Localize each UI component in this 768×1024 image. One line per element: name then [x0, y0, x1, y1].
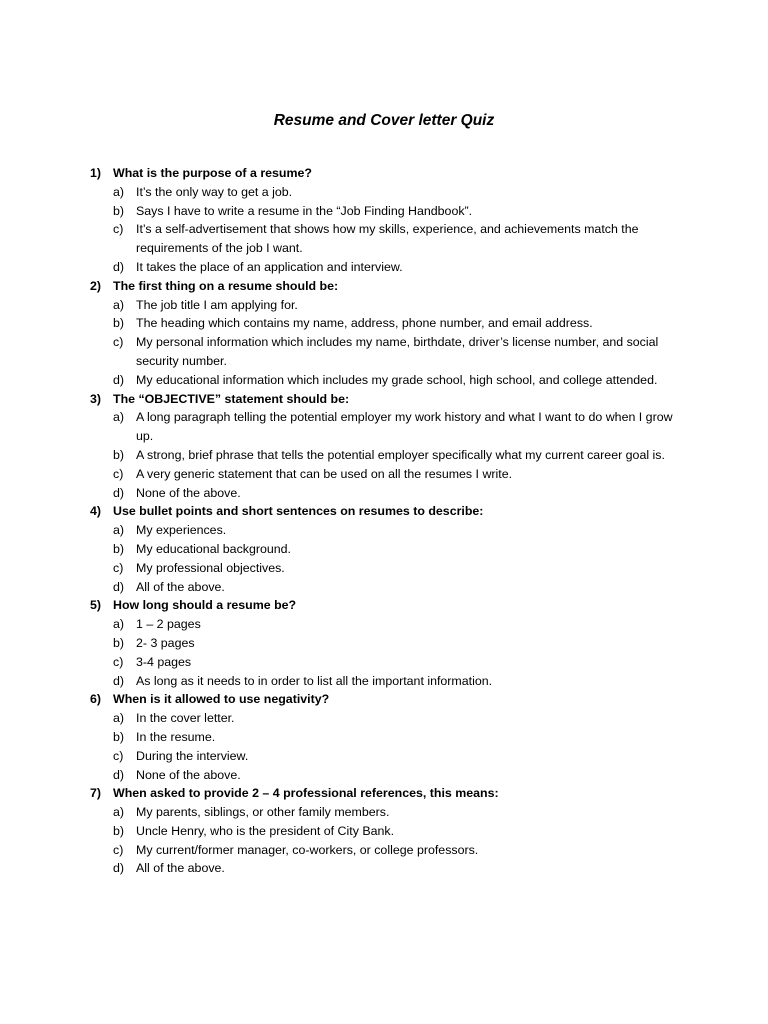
answer-list [0, 803, 768, 878]
answer-option [0, 672, 768, 691]
answer-text: All of the above. [136, 861, 225, 876]
answer-option [0, 183, 768, 202]
answer-letter: b) [113, 316, 125, 331]
answer-letter: b) [113, 447, 125, 462]
answer-letter: c) [113, 466, 124, 481]
question-number: 1) [90, 166, 102, 180]
question-text: When asked to provide 2 – 4 professional references, this means: [113, 786, 499, 801]
question-4 [0, 502, 768, 596]
answer-text: As long as it needs to in order to list all the important information. [136, 673, 493, 688]
answer-list [0, 615, 768, 690]
question-5 [0, 596, 768, 690]
answer-option [0, 803, 768, 822]
answer-text: It’s the only way to get a job. [136, 184, 293, 199]
answer-option [0, 258, 768, 277]
answer-text: During the interview. [136, 748, 249, 763]
answer-letter: b) [113, 635, 125, 650]
question-text: How long should a resume be? [113, 598, 297, 613]
answer-text: None of the above. [136, 485, 241, 500]
question-list [0, 164, 768, 878]
question-row [0, 164, 768, 183]
answer-letter: c) [113, 335, 124, 350]
answer-text: Says I have to write a resume in the “Job Finding Handbook”. [136, 203, 473, 218]
answer-letter: a) [113, 617, 125, 632]
question-number: 3) [90, 391, 102, 406]
answer-text: 2- 3 pages [136, 635, 195, 650]
answer-option [0, 859, 768, 878]
answer-option [0, 220, 768, 258]
answer-option [0, 709, 768, 728]
answer-option [0, 634, 768, 653]
answer-letter: c) [113, 748, 124, 763]
answer-text: My parents, siblings, or other family members. [136, 805, 390, 820]
answer-letter: c) [113, 842, 124, 857]
answer-list [0, 296, 768, 390]
question-text: The “OBJECTIVE” statement should be: [113, 391, 350, 406]
answer-letter: a) [113, 805, 125, 820]
answer-text: A very generic statement that can be used on all the resumes I write. [136, 466, 513, 481]
answer-option [0, 202, 768, 221]
question-2 [0, 277, 768, 390]
answer-letter: c) [113, 222, 124, 237]
answer-letter: a) [113, 523, 125, 538]
answer-option [0, 540, 768, 559]
answer-option [0, 766, 768, 785]
question-text: When is it allowed to use negativity? [113, 692, 330, 707]
answer-option [0, 521, 768, 540]
answer-text: My current/former manager, co-workers, or college professors. [136, 842, 479, 857]
answer-text: In the resume. [136, 729, 216, 744]
answer-letter: d) [113, 673, 125, 688]
answer-option [0, 841, 768, 860]
answer-list [0, 709, 768, 784]
answer-letter: a) [113, 711, 125, 726]
question-text: The first thing on a resume should be: [113, 278, 339, 293]
answer-option [0, 747, 768, 766]
answer-text: It takes the place of an application and interview. [136, 259, 403, 274]
question-6 [0, 690, 768, 784]
answer-text: 3-4 pages [136, 654, 192, 669]
question-row [0, 596, 768, 615]
question-3 [0, 390, 768, 503]
answer-letter: b) [113, 541, 125, 556]
answer-list [0, 521, 768, 596]
answer-letter: d) [113, 485, 125, 500]
answer-letter: d) [113, 861, 125, 876]
question-row [0, 784, 768, 803]
answer-letter: c) [113, 560, 124, 575]
answer-option [0, 333, 768, 371]
answer-option [0, 822, 768, 841]
answer-letter: a) [113, 184, 125, 199]
question-number: 4) [90, 504, 102, 519]
question-number: 6) [90, 692, 102, 707]
answer-option [0, 484, 768, 503]
answer-option [0, 728, 768, 747]
answer-text: The job title I am applying for. [136, 297, 298, 312]
answer-text: A long paragraph telling the potential employer my work history and what I want to do when I grow up. [136, 410, 673, 444]
answer-letter: d) [113, 372, 125, 387]
answer-text: My educational information which includes my grade school, high school, and college attended. [136, 372, 658, 387]
question-number: 7) [90, 786, 102, 801]
answer-text: The heading which contains my name, address, phone number, and email address. [136, 316, 593, 331]
question-number: 5) [90, 598, 102, 613]
answer-letter: b) [113, 203, 125, 218]
answer-letter: a) [113, 410, 125, 425]
question-row [0, 690, 768, 709]
answer-option [0, 408, 768, 446]
answer-option [0, 578, 768, 597]
answer-option [0, 615, 768, 634]
answer-letter: b) [113, 729, 125, 744]
answer-list [0, 183, 768, 277]
answer-letter: a) [113, 297, 125, 312]
question-row [0, 502, 768, 521]
answer-option [0, 465, 768, 484]
answer-option [0, 296, 768, 315]
answer-option [0, 371, 768, 390]
answer-text: A strong, brief phrase that tells the potential employer specifically what my current career goal is. [136, 447, 665, 462]
answer-text: 1 – 2 pages [136, 617, 201, 632]
answer-text: All of the above. [136, 579, 225, 594]
question-text: Use bullet points and short sentences on resumes to describe: [113, 504, 484, 519]
answer-text: My personal information which includes my name, birthdate, driver’s license number, and social security number. [136, 335, 659, 368]
question-7 [0, 784, 768, 878]
answer-text: None of the above. [136, 767, 241, 782]
question-number: 2) [90, 278, 102, 293]
answer-text: My educational background. [136, 541, 291, 556]
answer-letter: d) [113, 767, 125, 782]
answer-option [0, 559, 768, 578]
answer-letter: c) [113, 654, 124, 669]
question-row [0, 390, 768, 409]
answer-letter: d) [113, 579, 125, 594]
answer-letter: d) [113, 259, 125, 274]
question-row [0, 277, 768, 296]
answer-option [0, 314, 768, 333]
answer-text: In the cover letter. [136, 711, 235, 726]
answer-option [0, 653, 768, 672]
answer-text: It’s a self-advertisement that shows how my skills, experience, and achievements match the requirements of the job I want. [136, 222, 639, 256]
answer-list [0, 408, 768, 502]
answer-letter: b) [113, 823, 125, 838]
answer-text: My experiences. [136, 523, 227, 538]
page-title: Resume and Cover letter Quiz [273, 112, 495, 129]
answer-text: Uncle Henry, who is the president of City Bank. [136, 823, 395, 838]
question-1 [0, 164, 768, 277]
answer-option [0, 446, 768, 465]
question-text: What is the purpose of a resume? [113, 166, 312, 180]
answer-text: My professional objectives. [136, 560, 285, 575]
